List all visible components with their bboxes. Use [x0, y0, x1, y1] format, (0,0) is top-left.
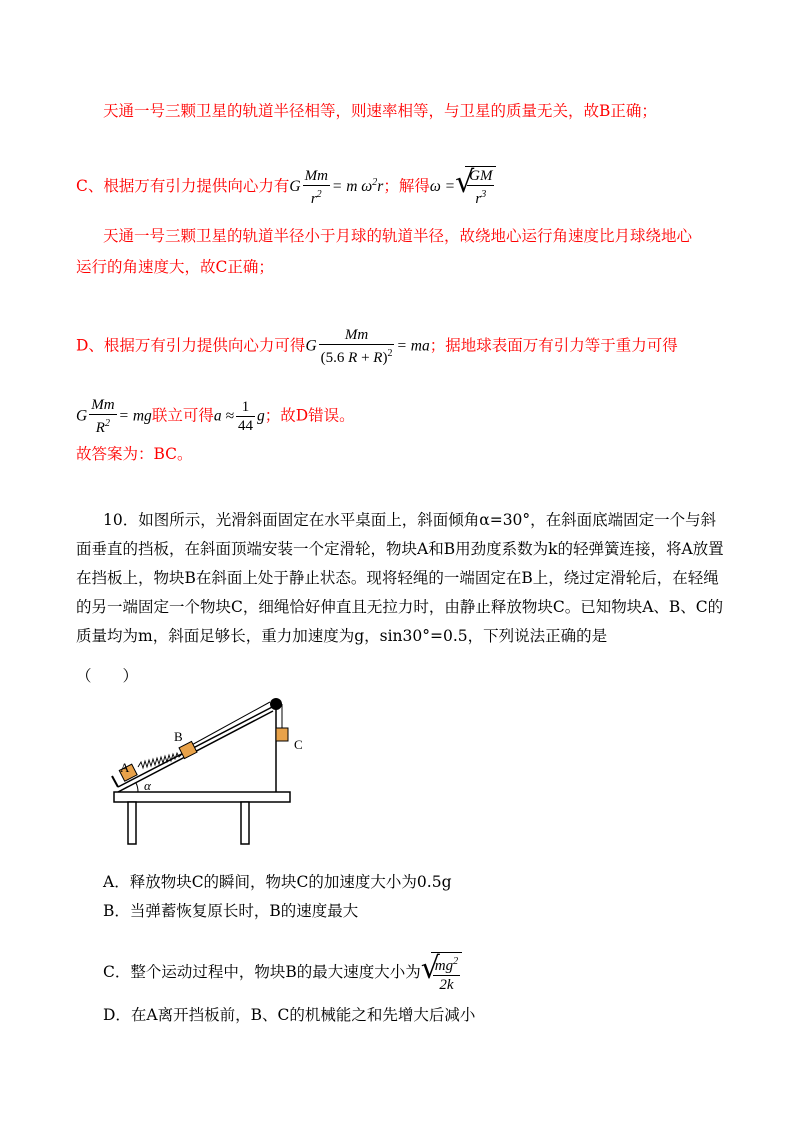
table-top — [114, 792, 290, 802]
solution-c-explain-2: 运行的角速度大，故C正确； — [76, 258, 274, 276]
solution-d-prefix: D、根据万有引力提供向心力可得 — [76, 336, 306, 355]
question-blank: （ ） — [76, 667, 139, 685]
solution-answer: 故答案为：BC。 — [76, 445, 193, 463]
solution-b-conclusion: 天通一号三颗卫星的轨道半径相等，则速率相等，与卫星的质量无关，故B正确； — [103, 102, 657, 120]
table-leg-right — [241, 802, 249, 844]
pulley — [270, 698, 282, 710]
label-a: A — [120, 760, 130, 775]
question-number: 10． — [103, 511, 139, 529]
label-c: C — [294, 737, 303, 752]
label-b: B — [174, 729, 183, 744]
solution-c-explain-1: 天通一号三颗卫星的轨道半径小于月球的轨道半径，故绕地心运行角速度比月球绕地心 — [103, 227, 693, 245]
solution-d-line-2: G $\frac{Mm}{R^2}$ = mg联立可得a ≈ $\frac{1}{44}$ g；故D错误。 — [76, 397, 355, 436]
solution-d-line: D、根据万有引力提供向心力可得G $\frac{Mm}{(5.6 R + R)^2}$ = ma；据地球表面万有引力等于重力可得 — [76, 327, 678, 366]
option-a[interactable]: A．释放物块C的瞬间，物块C的加速度大小为0.5g — [103, 873, 452, 891]
baffle-plate — [112, 776, 118, 787]
option-c-prefix: C．整个运动过程中，物块B的最大速度大小为 — [103, 963, 421, 981]
block-c — [276, 728, 288, 741]
option-c[interactable]: C．整个运动过程中，物块B的最大速度大小为 √ $\frac{mg^2}{2k}$ — [103, 952, 462, 994]
rope-along-slope — [188, 702, 270, 747]
incline-figure — [108, 692, 318, 852]
solution-d-mid: ；据地球表面万有引力等于重力可得 — [429, 336, 678, 355]
question-stem-text: 如图所示，光滑斜面固定在水平桌面上，斜面倾角α=30°，在斜面底端固定一个与斜面垂直的挡板，在斜面顶端安装一个定滑轮，物块A和B用劲度系数为k的轻弹簧连接，将A放置在挡板上，物块B在斜面上处于静止状态。现将轻绳的一端固定在B上，绕过定滑轮后，在轻绳的另一端固定一个物块C，细绳恰好伸直且无拉力时，由静止释放物块C。已知物块A、B、C的质量均为m，斜面足够长，重力加速度为g，sin30°=0.5，下列说法正确的是 — [76, 511, 724, 645]
solution-c-prefix: C、根据万有引力提供向心力有 — [76, 177, 290, 195]
solution-c-mid: ；解得 — [383, 177, 430, 195]
label-alpha: α — [144, 778, 151, 793]
solution-d-end: ；故D错误。 — [264, 406, 355, 425]
solution-d-join: 联立可得 — [151, 406, 214, 425]
angle-arc — [136, 783, 138, 792]
option-d[interactable]: D．在A离开挡板前，B、C的机械能之和先增大后减小 — [103, 1006, 476, 1024]
table-leg-left — [128, 802, 136, 844]
incline-surface — [118, 704, 278, 787]
solution-c-line: C、根据万有引力提供向心力有G $\frac{Mm}{r^2}$ = m $\omega^2r$；解得ω = √ $\frac{GM}{r^3}$ — [76, 166, 496, 208]
option-b[interactable]: B．当弹蓄恢复原长时，B的速度最大 — [103, 902, 359, 920]
question-stem — [76, 506, 726, 651]
